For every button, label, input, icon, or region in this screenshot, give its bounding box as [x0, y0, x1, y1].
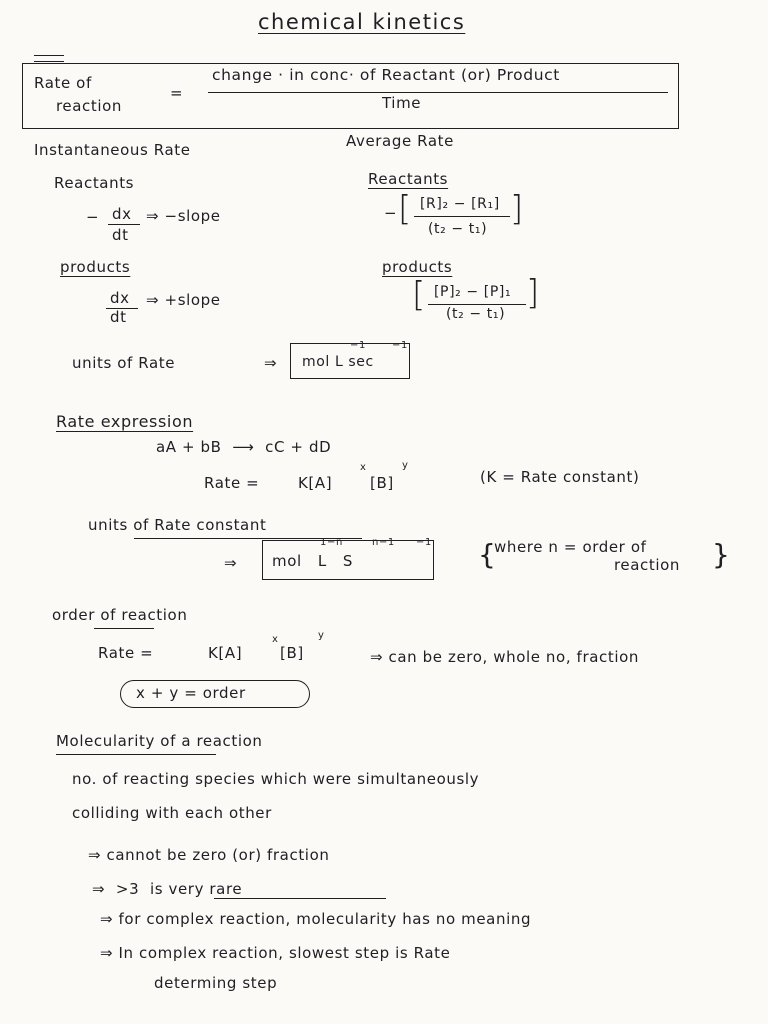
avg-reactant-denominator: (t₂ − t₁) [428, 221, 488, 237]
order-rate-lhs: Rate = [98, 644, 154, 662]
molecularity-heading: Molecularity of a reaction [56, 732, 263, 750]
units-constant-arrow: ⇒ [224, 554, 238, 572]
title-double-underline-2 [34, 61, 64, 62]
units-constant-brace-open: { [478, 538, 497, 571]
inst-product-dx: dx [110, 289, 130, 307]
units-constant-exp3: −1 [416, 537, 432, 548]
avg-reactant-minus: − [384, 204, 398, 222]
molecularity-point-1: ⇒ cannot be zero (or) fraction [88, 846, 330, 864]
order-rate-y: y [318, 630, 325, 641]
rate-expression-heading: Rate expression [56, 412, 194, 431]
units-rate-exp1: −1 [350, 340, 366, 351]
definition-fraction-bar [208, 92, 668, 93]
order-rate-b: [B] [280, 644, 304, 662]
avg-products-label: products [382, 258, 453, 276]
order-note: ⇒ can be zero, whole no, fraction [370, 648, 639, 666]
avg-product-right-bracket: ] [526, 273, 540, 313]
definition-equals: = [170, 84, 184, 102]
molecularity-heading-underline [56, 754, 216, 755]
avg-product-numerator: [P]₂ − [P]₁ [434, 284, 512, 300]
molecularity-point-3: ⇒ for complex reaction, molecularity has no meaning [100, 910, 532, 928]
title-double-underline [34, 55, 64, 56]
molecularity-definition-line1: no. of reacting species which were simultaneously [72, 770, 480, 788]
units-constant-label: units of Rate constant [88, 516, 267, 534]
inst-product-dt: dt [110, 308, 127, 326]
instantaneous-heading: Instantaneous Rate [34, 141, 191, 159]
inst-reactants-label: Reactants [54, 174, 135, 192]
inst-products-label: products [60, 258, 131, 276]
rate-constant-note: (K = Rate constant) [480, 468, 640, 486]
units-constant-exp2: n−1 [372, 537, 395, 548]
avg-reactant-numerator: [R]₂ − [R₁] [420, 196, 500, 212]
definition-denominator: Time [382, 94, 422, 112]
units-constant-exp1: 1−n [320, 537, 343, 548]
rate-of-label: Rate of [34, 74, 92, 92]
avg-reactant-bar [414, 216, 510, 217]
order-heading: order of reaction [52, 606, 188, 624]
inst-reactant-minus: − [86, 208, 100, 226]
order-bubble-text: x + y = order [136, 684, 246, 702]
units-rate-arrow: ⇒ [264, 354, 278, 372]
inst-reactant-slope: ⇒ −slope [146, 207, 221, 225]
units-constant-note-line2: reaction [614, 556, 681, 574]
units-rate-value: mol L sec [302, 354, 374, 370]
rate-expression-k-a: K[A] [298, 474, 333, 492]
avg-product-denominator: (t₂ − t₁) [446, 306, 506, 322]
rate-expression-b: [B] [370, 474, 394, 492]
reaction-label: reaction [56, 97, 123, 115]
units-constant-value: mol L S [272, 552, 354, 570]
order-heading-underline [94, 628, 154, 629]
avg-product-left-bracket: [ [412, 275, 426, 315]
inst-reactant-dt: dt [112, 226, 129, 244]
avg-reactant-left-bracket: [ [398, 189, 412, 229]
page-title: chemical kinetics [258, 10, 466, 34]
order-rate-x: x [272, 634, 279, 645]
rate-expression-y: y [402, 460, 409, 471]
inst-reactant-bar [108, 224, 140, 225]
units-rate-exp2: −1 [392, 340, 408, 351]
avg-reactants-label: Reactants [368, 170, 449, 188]
molecularity-last-line: determing step [154, 974, 278, 992]
rate-expression-x: x [360, 462, 367, 473]
units-constant-brace-close: } [712, 538, 731, 571]
molecularity-definition-line2: colliding with each other [72, 804, 272, 822]
rate-expression-reaction: aA + bB ⟶ cC + dD [156, 438, 332, 456]
average-heading: Average Rate [346, 132, 454, 150]
molecularity-point-2: ⇒ >3 is very rare [92, 880, 243, 898]
rate-expression-lhs: Rate = [204, 474, 260, 492]
units-constant-note-line1: where n = order of [494, 538, 647, 556]
units-rate-label: units of Rate [72, 354, 176, 372]
molecularity-point-4: ⇒ In complex reaction, slowest step is Rate [100, 944, 451, 962]
inst-reactant-dx: dx [112, 205, 132, 223]
avg-reactant-right-bracket: ] [510, 189, 524, 229]
definition-numerator: change · in conc· of Reactant (or) Product [212, 66, 560, 84]
order-rate-k-a: K[A] [208, 644, 243, 662]
molecularity-point-2-underline [214, 898, 386, 899]
inst-product-slope: ⇒ +slope [146, 291, 221, 309]
avg-product-bar [428, 304, 526, 305]
